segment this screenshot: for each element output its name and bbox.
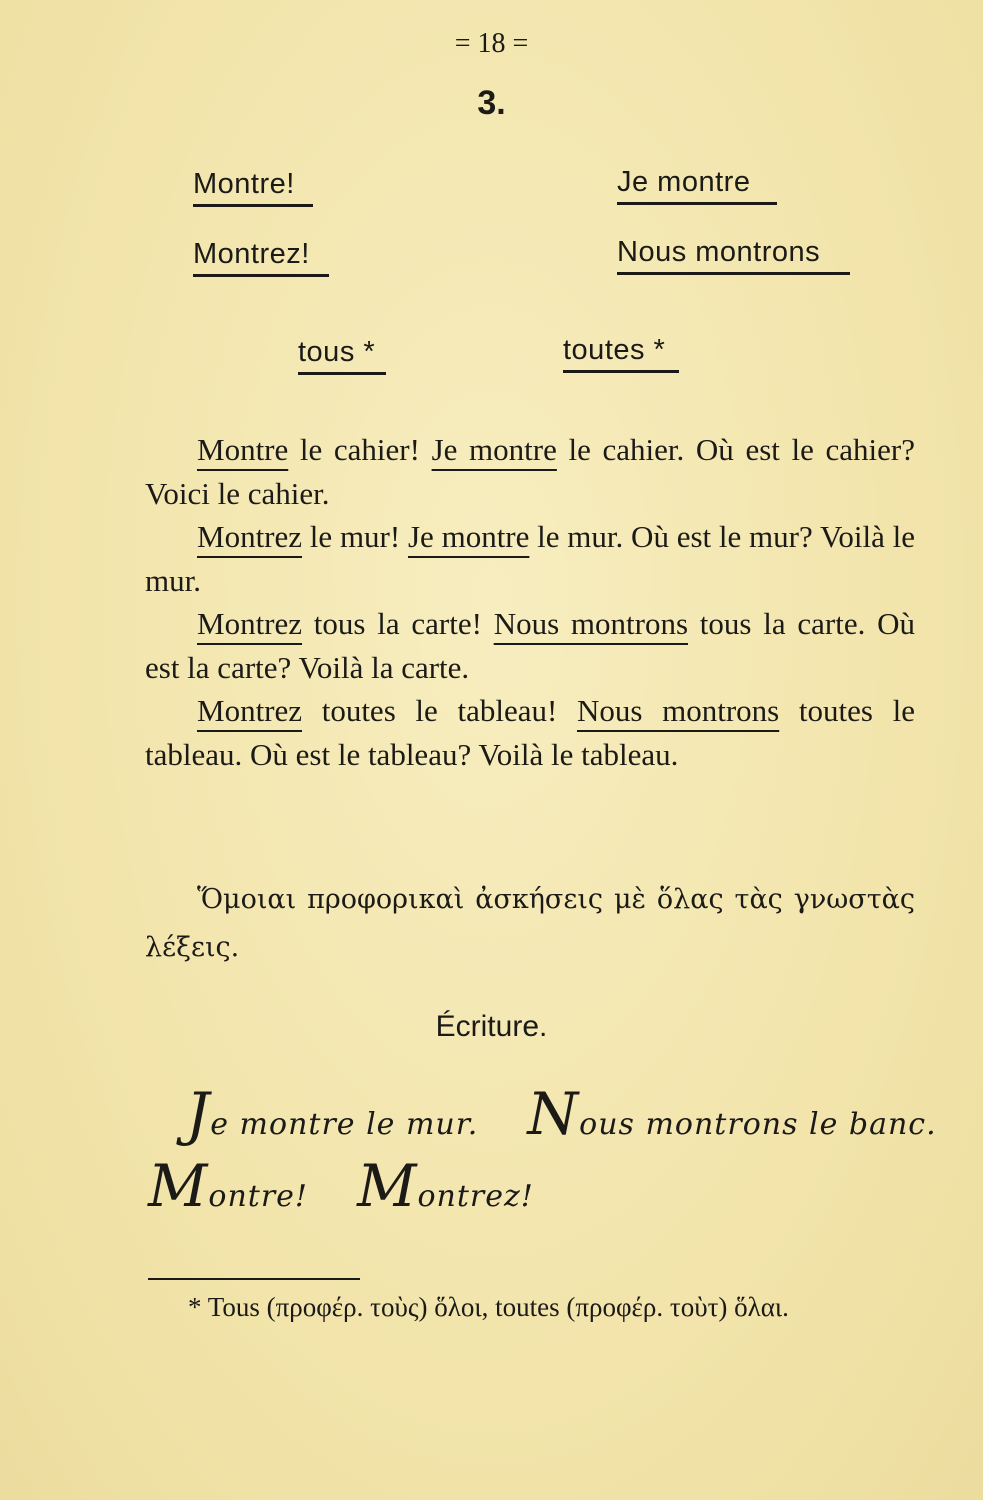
script-text: ontre! [208,1179,308,1214]
script-capital: N [527,1080,580,1148]
script-capital: M [357,1152,418,1220]
exercise-paragraph [145,515,915,602]
vocab-statement-plural: Nous montrons [617,236,850,275]
exercise-text-run: le mur! [302,519,408,554]
exercise-text-run: le cahier! [288,432,432,467]
footnote: * Tous (προφέρ. τοὺς) ὅλοι, toutes (προφέρ. τοὺτ) ὅλαι. [188,1292,789,1322]
script-text: ontrez! [417,1179,534,1214]
vocab-imperative-plural: Montrez! [193,238,329,277]
exercise-text-run: toutes le tableau! [302,693,577,728]
exercise-text-run: le cahier. Où est le cahier? Voici le cahier. [145,432,915,511]
underlined-verb: Montrez [197,606,303,641]
page-number: = 18 = [454,28,529,59]
exercise-text-run: tous la carte! [302,606,494,641]
underlined-verb: Je montre [431,432,557,467]
greek-instruction: Ὅμοιαι προφορικαὶ ἀσκήσεις μὲ ὅλας τὰς γνωστὰς λέξεις. [145,884,915,963]
handwriting-line-2 [148,1152,534,1220]
underlined-verb: Montrez [197,519,303,554]
vocab-imperative-singular: Montre! [193,168,313,207]
underlined-verb: Nous montrons [576,693,780,728]
exercise-text [145,428,915,776]
vocab-statement-singular: Je montre [617,166,777,205]
exercise-text-run: toutes le tableau. Où est le tableau? Voilà le tableau. [145,693,916,772]
handwriting-line-1 [186,1080,937,1148]
exercise-paragraph [145,428,915,515]
underlined-verb: Nous montrons [493,606,689,641]
underlined-verb: Je montre [407,519,530,554]
script-text: e montre le mur. [210,1107,479,1142]
script-capital: J [186,1080,211,1148]
underlined-verb: Montre [197,432,289,467]
underlined-verb: Montrez [197,693,303,728]
writing-section-title: Écriture. [435,1010,548,1043]
script-text: ous montrons le banc. [579,1107,937,1142]
lesson-number: 3. [477,84,506,122]
exercise-text-run: tous la carte. Où est la carte? Voilà la carte. [145,606,915,685]
exercise-text-run: le mur. Où est le mur? Voilà le mur. [145,519,915,598]
footnote-divider [148,1278,360,1280]
script-capital: M [148,1152,209,1220]
vocab-tous: tous * [298,336,386,375]
exercise-paragraph [145,602,915,689]
vocab-toutes: toutes * [563,334,679,373]
exercise-paragraph [145,689,915,776]
